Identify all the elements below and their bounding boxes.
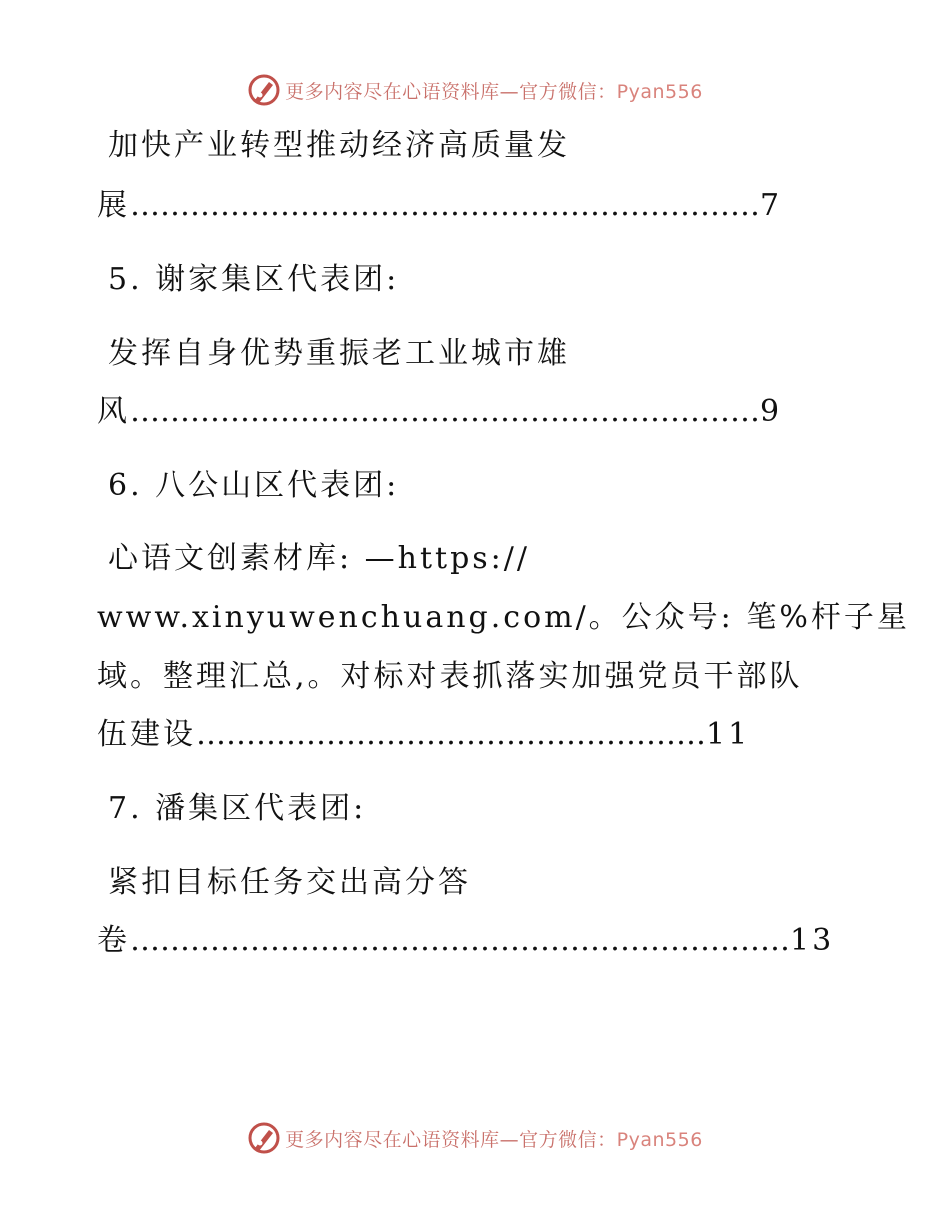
toc-entry-5-title: 发挥自身优势重振老工业城市雄 — [108, 336, 570, 371]
toc-entry-4-page: 7 — [760, 188, 783, 223]
toc-entry-6-heading: 6. 八公山区代表团: — [108, 468, 400, 503]
watermark-footer — [0, 1118, 950, 1158]
toc-entry-4-leader-line: 展………………………………………………………7 — [97, 188, 783, 223]
toc-entry-5-leader-line: 风………………………………………………………9 — [97, 394, 783, 429]
toc-entry-7-leader-line: 卷…………………………………………………………13 — [97, 923, 835, 958]
watermark-text: 更多内容尽在心语资料库—官方微信：Pyan556 — [285, 80, 703, 103]
toc-entry-4-title: 加快产业转型推动经济高质量发 — [108, 128, 570, 163]
watermark-text: 更多内容尽在心语资料库—官方微信：Pyan556 — [285, 1128, 703, 1151]
toc-entry-7-page: 13 — [790, 923, 835, 958]
toc-entry-6-line-3: 域。整理汇总,。对标对表抓落实加强党员干部队 — [97, 659, 803, 694]
toc-entry-6-leader-line: 伍建设……………………………………………11 — [97, 717, 751, 752]
watermark-header — [0, 70, 950, 110]
pen-logo-icon — [247, 73, 281, 107]
toc-entry-6-line-2: www.xinyuwenchuang.com/。公众号: 笔%杆子星 — [97, 600, 910, 635]
toc-entry-6-line-1: 心语文创素材库: —https:// — [108, 541, 530, 576]
pen-logo-icon — [247, 1121, 281, 1155]
toc-entry-5-heading: 5. 谢家集区代表团: — [108, 262, 400, 297]
toc-entry-6-page: 11 — [706, 717, 751, 752]
toc-entry-5-page: 9 — [760, 394, 783, 429]
toc-entry-7-title: 紧扣目标任务交出高分答 — [108, 865, 471, 900]
toc-entry-7-heading: 7. 潘集区代表团: — [108, 791, 367, 826]
